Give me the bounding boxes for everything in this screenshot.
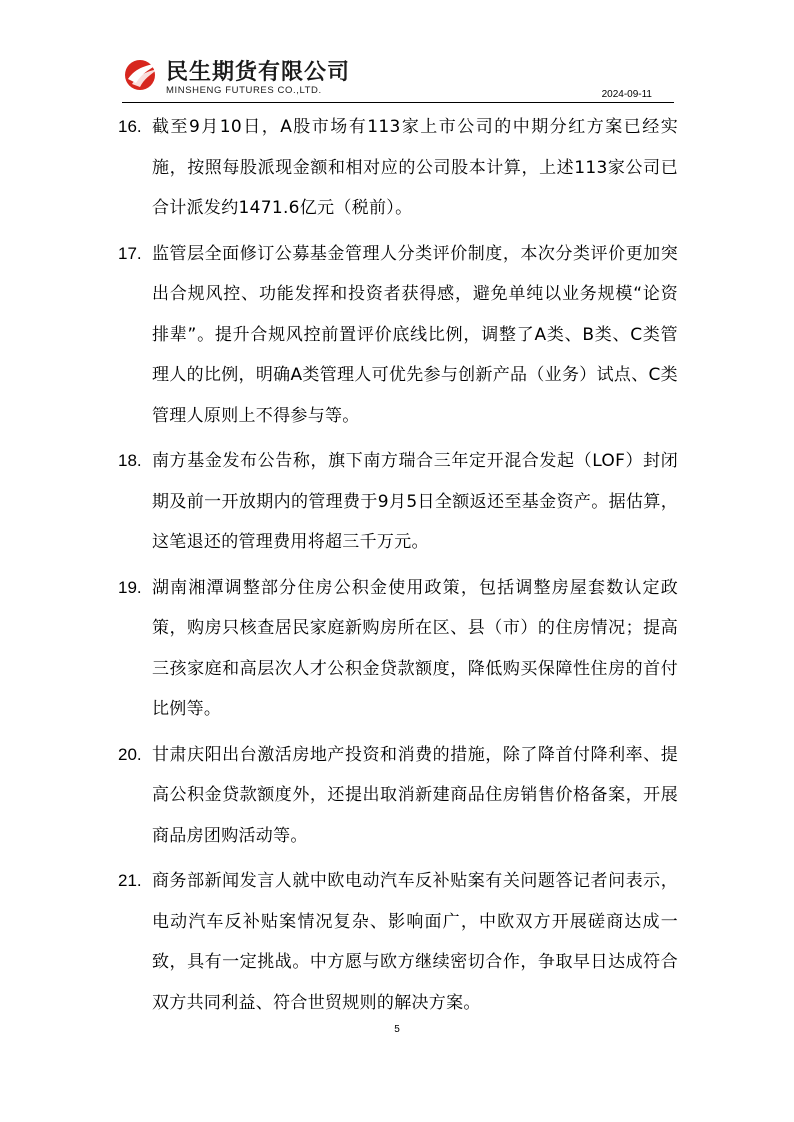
item-number: 20. [118,744,142,764]
item-text: 监管层全面修订公募基金管理人分类评价制度，本次分类评价更加突出合规风控、功能发挥和投资者获得感，避免单纯以业务规模“论资排辈”。提升合规风控前置评价底线比例，调整了A类、B类、C类管理人的比例，明确A类管理人可优先参与创新产品（业务）试点、C类管理人原则上不得参与等。 [152,243,678,426]
item-text: 南方基金发布公告称，旗下南方瑞合三年定开混合发起（LOF）封闭期及前一开放期内的管理费于9月5日全额返还至基金资产。据估算，这笔退还的管理费用将超三千万元。 [152,451,678,552]
news-item-21 [118,861,678,1023]
report-date: 2024-09-11 [601,89,652,100]
news-item-17 [118,234,678,437]
item-text: 湖南湘潭调整部分住房公积金使用政策，包括调整房屋套数认定政策，购房只核查居民家庭新购房所在区、县（市）的住房情况；提高三孩家庭和高层次人才公积金贷款额度，降低购买保障性住房的首付比例等。 [152,577,678,719]
news-list [118,107,678,1028]
company-name-cn: 民生期货有限公司 [166,60,351,85]
item-text: 商务部新闻发言人就中欧电动汽车反补贴案有关问题答记者问表示，电动汽车反补贴案情况复杂、影响面广，中欧双方开展磋商达成一致，具有一定挑战。中方愿与欧方继续密切合作，争取早日达成符合双方共同利益、符合世贸规则的解决方案。 [152,871,678,1013]
news-item-16 [118,107,678,229]
header-divider [122,102,674,103]
news-item-18 [118,441,678,563]
page-header [122,55,674,103]
item-text: 甘肃庆阳出台激活房地产投资和消费的措施，除了降首付降利率、提高公积金贷款额度外，还提出取消新建商品住房销售价格备案，开展商品房团购活动等。 [152,744,678,846]
item-number: 21. [118,871,142,890]
item-number: 19. [118,577,142,597]
page-number: 5 [394,1024,400,1035]
item-text: 截至9月10日，A股市场有113家上市公司的中期分红方案已经实施，按照每股派现金额和相对应的公司股本计算，上述113家公司已合计派发约1471.6亿元（税前）。 [152,117,678,218]
item-number: 18. [118,451,142,470]
news-item-20 [118,735,678,857]
news-item-19 [118,568,678,730]
item-number: 17. [118,243,142,263]
minsheng-logo-icon [122,57,162,91]
company-name-en: MINSHENG FUTURES CO.,LTD. [166,85,322,96]
item-number: 16. [118,117,142,136]
